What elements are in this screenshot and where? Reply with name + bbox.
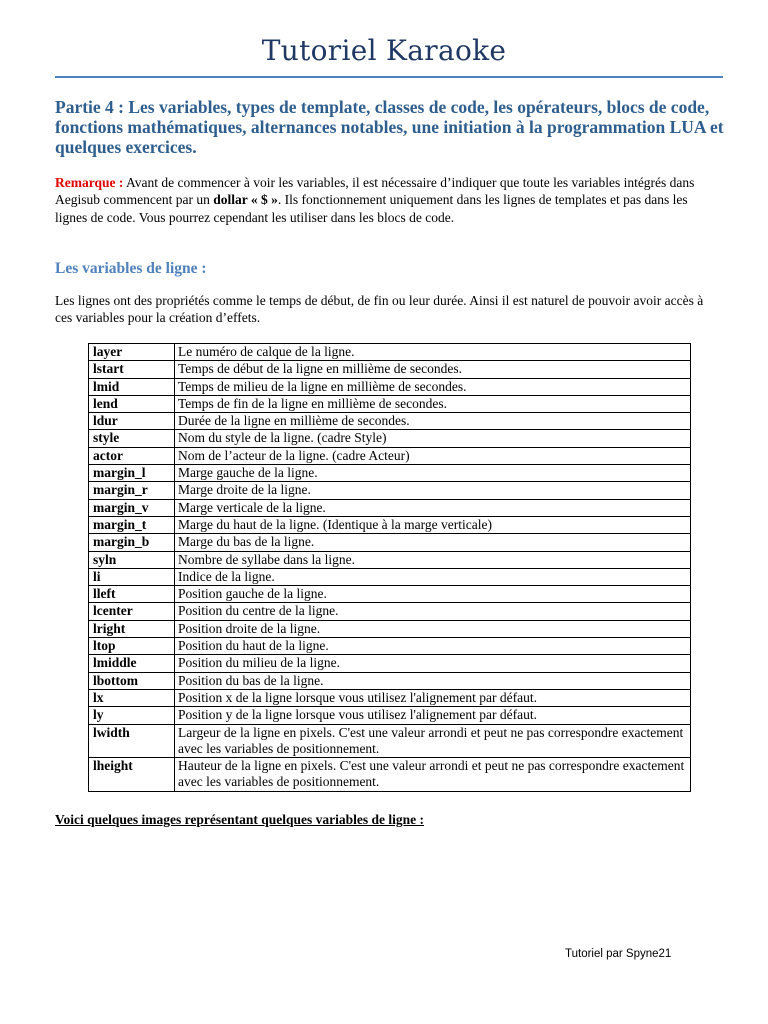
table-row [89, 499, 691, 516]
section-heading: Les variables de ligne : [55, 260, 207, 277]
variable-description-cell: Position y de la ligne lorsque vous utilisez l'alignement par défaut. [175, 707, 691, 724]
variable-description-cell: Le numéro de calque de la ligne. [175, 344, 691, 361]
variable-description-cell: Largeur de la ligne en pixels. C'est une valeur arrondi et peut ne pas correspondre exactement avec les variables de positionnement. [175, 724, 691, 758]
variable-description-cell: Position du bas de la ligne. [175, 672, 691, 689]
remark-bold-dollar: dollar « $ » [213, 192, 278, 208]
table-row [89, 620, 691, 637]
remark-paragraph [55, 174, 715, 226]
variable-name-cell: lend [89, 395, 175, 412]
table-row [89, 551, 691, 568]
table-row [89, 447, 691, 464]
table-row [89, 413, 691, 430]
page-title: Tutoriel Karaoke [261, 34, 507, 67]
variable-description-cell: Marge gauche de la ligne. [175, 465, 691, 482]
variable-name-cell: ly [89, 707, 175, 724]
variable-name-cell: lstart [89, 361, 175, 378]
variable-description-cell: Position du milieu de la ligne. [175, 655, 691, 672]
variable-name-cell: lmiddle [89, 655, 175, 672]
variable-name-cell: lwidth [89, 724, 175, 758]
variable-name-cell: actor [89, 447, 175, 464]
variable-description-cell: Durée de la ligne en millième de secondes. [175, 413, 691, 430]
variable-name-cell: lbottom [89, 672, 175, 689]
variable-description-cell: Position gauche de la ligne. [175, 586, 691, 603]
variable-name-cell: margin_l [89, 465, 175, 482]
variable-name-cell: lcenter [89, 603, 175, 620]
variable-name-cell: margin_t [89, 516, 175, 533]
variable-description-cell: Marge droite de la ligne. [175, 482, 691, 499]
variable-description-cell: Nom de l’acteur de la ligne. (cadre Acteur) [175, 447, 691, 464]
variable-name-cell: margin_r [89, 482, 175, 499]
variables-table-body [89, 344, 691, 792]
variable-name-cell: layer [89, 344, 175, 361]
table-row [89, 638, 691, 655]
variable-name-cell: ldur [89, 413, 175, 430]
table-row [89, 395, 691, 412]
table-row [89, 672, 691, 689]
variable-description-cell: Hauteur de la ligne en pixels. C'est une valeur arrondi et peut ne pas correspondre exactement avec les variables de positionnement. [175, 758, 691, 792]
variable-name-cell: syln [89, 551, 175, 568]
variable-description-cell: Temps de fin de la ligne en millième de secondes. [175, 395, 691, 412]
part-heading: Partie 4 : Les variables, types de template, classes de code, les opérateurs, blocs de code, fonctions mathématiques, alternances notables, une initiation à la programmation LUA et quelques exercices. [55, 97, 724, 157]
variable-description-cell: Nom du style de la ligne. (cadre Style) [175, 430, 691, 447]
table-row [89, 603, 691, 620]
intro-paragraph: Les lignes ont des propriétés comme le temps de début, de fin ou leur durée. Ainsi il est naturel de pouvoir avoir accès à ces variables pour la création d’effets. [55, 293, 704, 326]
table-row [89, 586, 691, 603]
table-row [89, 465, 691, 482]
table-row [89, 482, 691, 499]
variable-name-cell: lheight [89, 758, 175, 792]
remark-label: Remarque : [55, 175, 124, 190]
table-row [89, 724, 691, 758]
variable-name-cell: lright [89, 620, 175, 637]
variable-description-cell: Indice de la ligne. [175, 568, 691, 585]
remark-text-before: Avant de commencer à voir les variables, il est nécessaire d’indiquer que toute les variables intégrés dans Aegisub commencent par un [55, 175, 695, 208]
variable-description-cell: Marge du bas de la ligne. [175, 534, 691, 551]
variable-name-cell: li [89, 568, 175, 585]
variable-name-cell: lmid [89, 378, 175, 395]
variable-description-cell: Marge du haut de la ligne. (Identique à la marge verticale) [175, 516, 691, 533]
variable-description-cell: Position x de la ligne lorsque vous utilisez l'alignement par défaut. [175, 689, 691, 706]
variable-description-cell: Position droite de la ligne. [175, 620, 691, 637]
variable-name-cell: lx [89, 689, 175, 706]
table-row [89, 534, 691, 551]
variables-table [88, 343, 691, 792]
remark-text-after: . Ils fonctionnement uniquement dans les lignes de templates et pas dans les lignes de code. Vous pourrez cependant les utiliser dans les blocs de code. [55, 192, 688, 225]
variable-description-cell: Marge verticale de la ligne. [175, 499, 691, 516]
variable-name-cell: ltop [89, 638, 175, 655]
page-footer: Tutoriel par Spyne21 [565, 948, 672, 960]
images-caption: Voici quelques images représentant quelques variables de ligne : [55, 812, 425, 827]
variable-description-cell: Position du centre de la ligne. [175, 603, 691, 620]
title-divider [55, 76, 723, 78]
table-row [89, 361, 691, 378]
table-row [89, 430, 691, 447]
table-row [89, 707, 691, 724]
table-row [89, 655, 691, 672]
variable-name-cell: margin_b [89, 534, 175, 551]
variable-name-cell: lleft [89, 586, 175, 603]
table-row [89, 378, 691, 395]
variable-description-cell: Nombre de syllabe dans la ligne. [175, 551, 691, 568]
table-row [89, 568, 691, 585]
table-row [89, 758, 691, 792]
variable-description-cell: Position du haut de la ligne. [175, 638, 691, 655]
variable-name-cell: style [89, 430, 175, 447]
table-row [89, 689, 691, 706]
variable-description-cell: Temps de début de la ligne en millième de secondes. [175, 361, 691, 378]
table-row [89, 344, 691, 361]
variable-description-cell: Temps de milieu de la ligne en millième de secondes. [175, 378, 691, 395]
variable-name-cell: margin_v [89, 499, 175, 516]
table-row [89, 516, 691, 533]
